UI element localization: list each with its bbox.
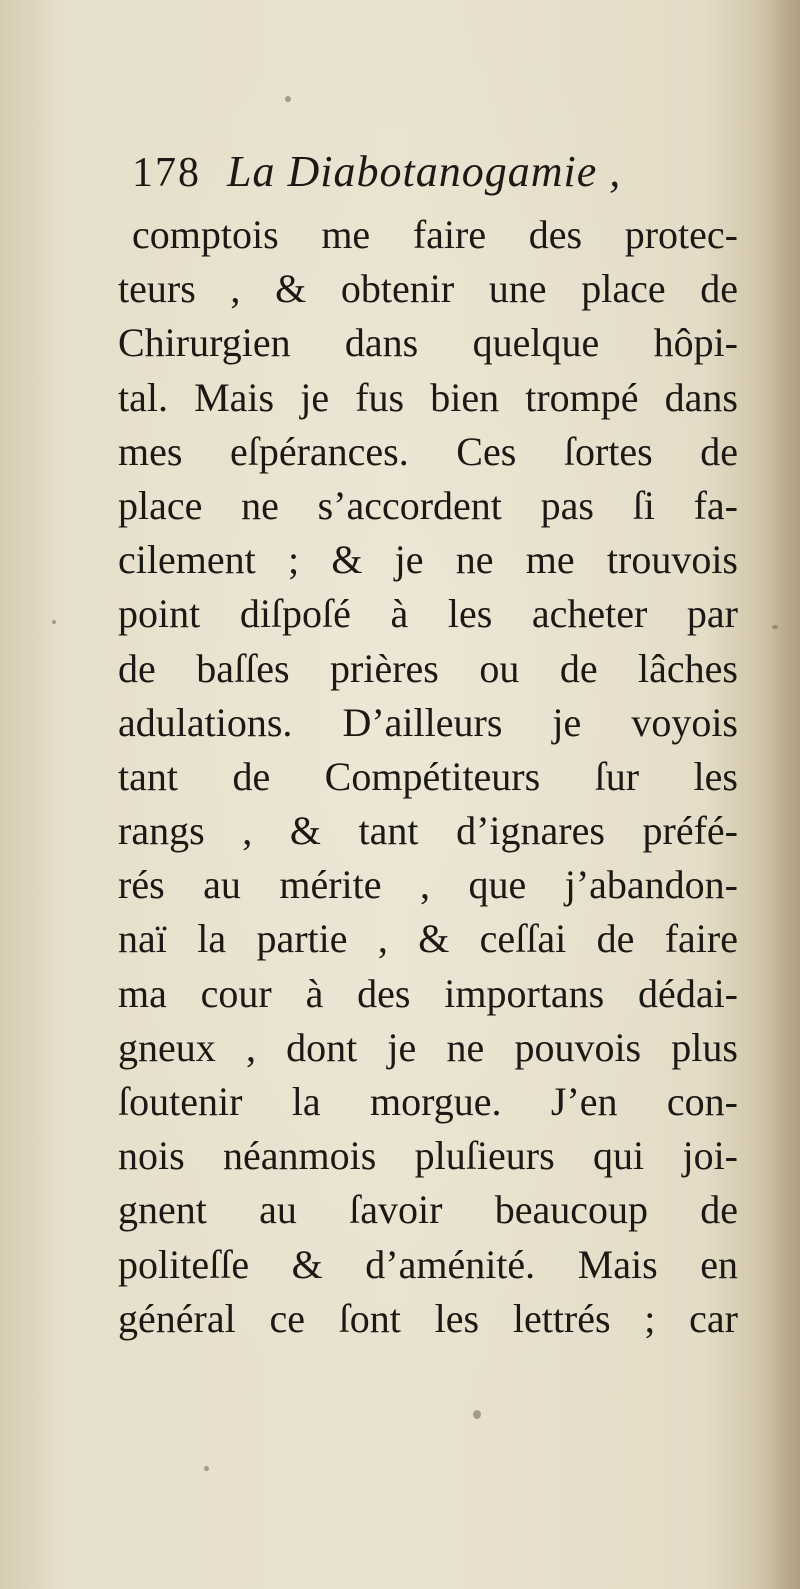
body-text xyxy=(118,208,738,1346)
text-line: général ce ſont les lettrés ; car xyxy=(118,1295,738,1341)
text-line: de baſſes prières ou de lâches xyxy=(118,645,738,691)
text-line: tant de Compétiteurs ſur les xyxy=(118,753,738,799)
text-line: teurs , & obtenir une place de xyxy=(118,266,738,312)
ink-speck xyxy=(285,96,291,102)
text-line: naï la partie , & ceſſai de faire xyxy=(118,916,738,962)
running-title: La Diabotanogamie , xyxy=(227,147,622,196)
text-line: point diſpoſé à les acheter par xyxy=(118,591,738,637)
page-edge-shadow xyxy=(760,0,800,1589)
text-line: Chirurgien dans quelque hôpi- xyxy=(118,320,738,366)
text-line: rangs , & tant d’ignares préfé- xyxy=(118,808,738,854)
page-number: 178 xyxy=(132,150,201,196)
text-line: rés au mérite , que j’abandon- xyxy=(118,862,738,908)
running-header xyxy=(132,146,752,206)
ink-speck xyxy=(204,1466,209,1471)
text-line: ma cour à des importans dédai- xyxy=(118,970,738,1016)
text-line: mes eſpérances. Ces ſortes de xyxy=(118,428,738,474)
text-line: adulations. D’ailleurs je voyois xyxy=(118,699,738,745)
text-line: tal. Mais je fus bien trompé dans xyxy=(118,374,738,420)
text-line: nois néanmois pluſieurs qui joi- xyxy=(118,1133,738,1179)
ink-speck xyxy=(52,620,56,624)
text-line: ſoutenir la morgue. J’en con- xyxy=(118,1079,738,1124)
ink-speck xyxy=(473,1410,481,1419)
text-line: politeſſe & d’aménité. Mais en xyxy=(118,1241,738,1287)
text-line: place ne s’accordent pas ſi fa- xyxy=(118,482,738,528)
text-line: comptois me faire des protec- xyxy=(132,212,738,257)
ink-speck xyxy=(772,625,778,629)
text-line: gneux , dont je ne pouvois plus xyxy=(118,1024,738,1070)
text-line: cilement ; & je ne me trouvois xyxy=(118,537,738,583)
text-line: gnent au ſavoir beaucoup de xyxy=(118,1187,738,1233)
